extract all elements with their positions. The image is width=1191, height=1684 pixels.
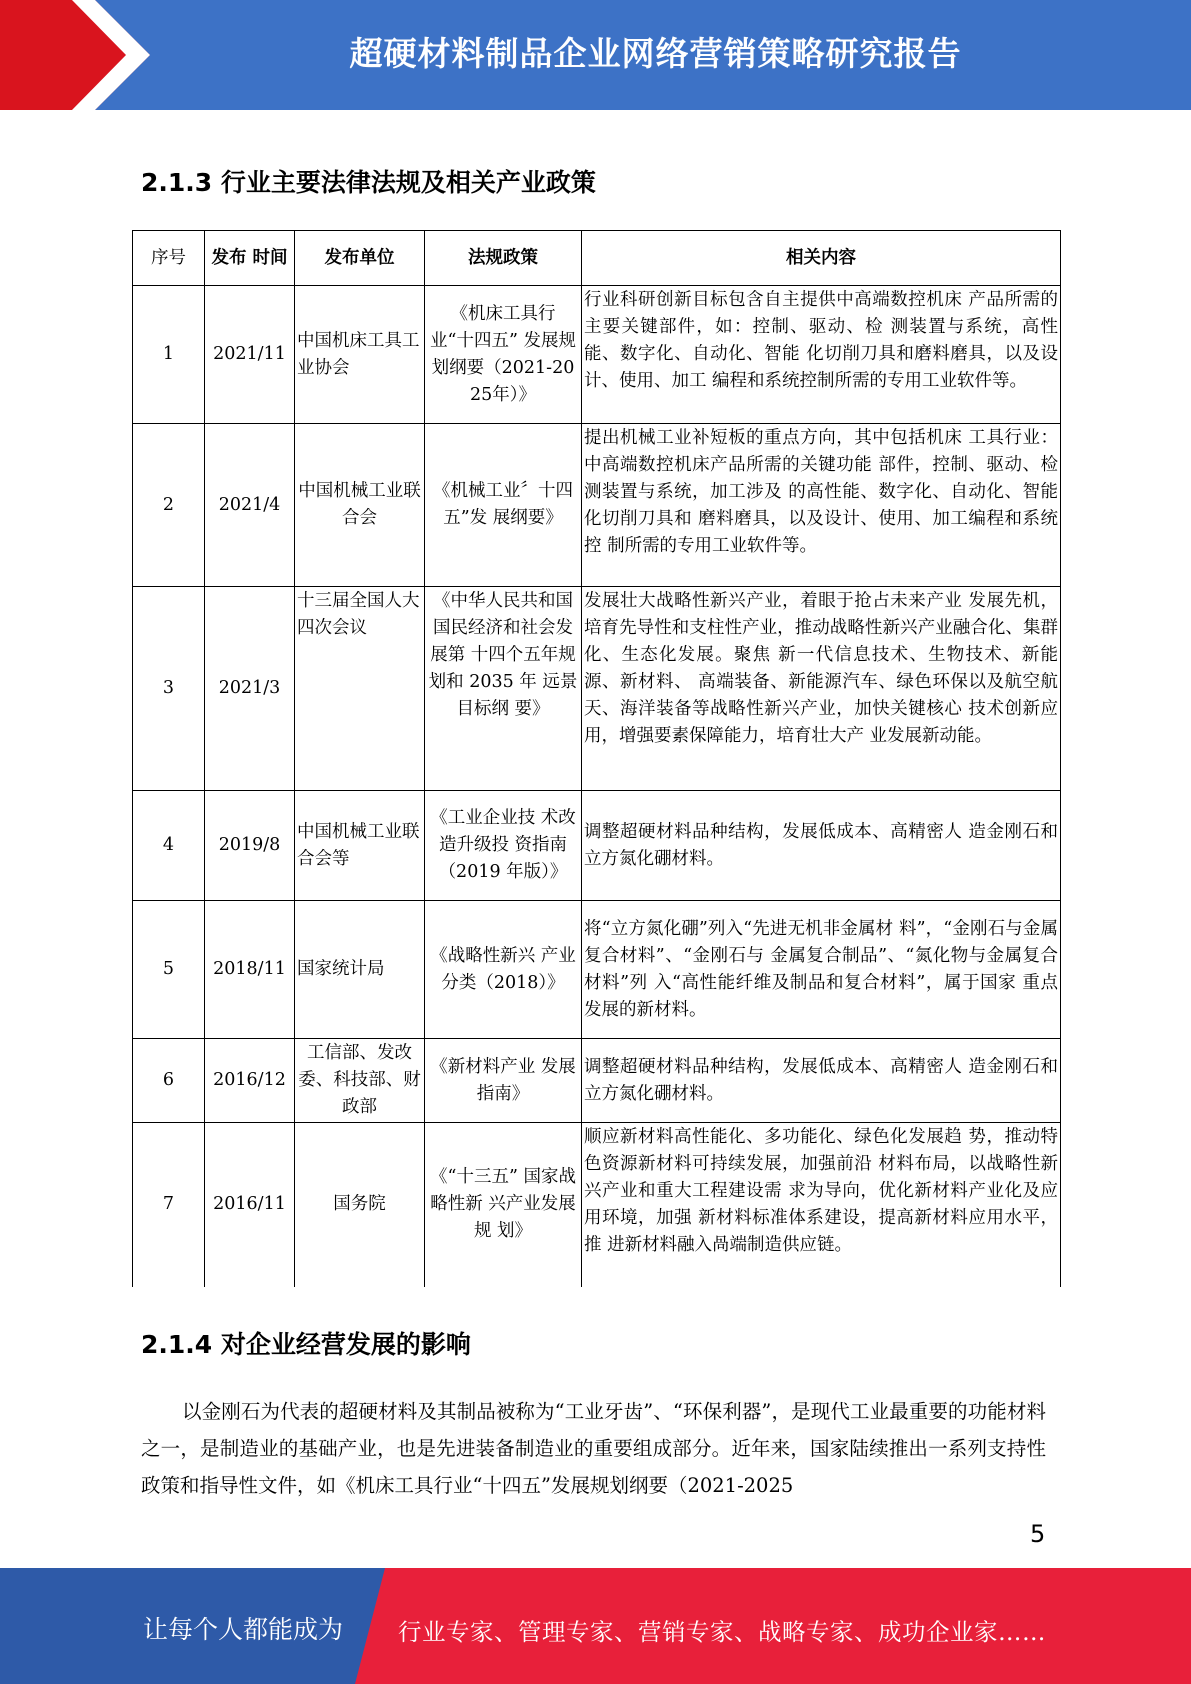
table-row [133,587,1061,791]
row-content: 发展壮大战略性新兴产业，着眼于抢占未来产业 发展先机，培育先导性和支柱性产业，推动战略性新兴产业融合化、集群化、生态化发展。聚焦 新一代信息技术、生物技术、新能源、新材料、 高端装备、新能源汽车、绿色环保以及航空航 天、海洋装备等战略性新兴产业，加快关键核心 技术创新应用，增强要素保障能力，培育壮大产 业发展新动能。 [582,587,1061,791]
row-date: 2016/12 [205,1039,295,1123]
row-unit: 工信部、发改委、科技部、财政部 [295,1039,425,1123]
row-date: 2021/11 [205,286,295,424]
header-unit: 发布单位 [295,231,425,286]
row-content: 将“立方氮化硼”列入“先进无机非金属材 料”，“金刚石与金属复合材料”、“金刚石与 金属复合制品”、“氮化物与金属复合材料”列 入“高性能纤维及制品和复合材料”，属于国家 重点发展的新材料。 [582,901,1061,1039]
row-unit: 国家统计局 [295,901,425,1039]
footer-slogan-right: 行业专家、管理专家、营销专家、战略专家、成功企业家…… [398,1618,1046,1646]
row-num: 6 [133,1039,205,1123]
row-unit: 中国机床工具工业协会 [295,286,425,424]
header-policy: 法规政策 [425,231,582,286]
row-unit: 国务院 [295,1123,425,1287]
row-date: 2018/11 [205,901,295,1039]
row-unit: 中国机械工业联合会等 [295,791,425,901]
row-num: 1 [133,286,205,424]
header-date: 发布 时间 [205,231,295,286]
row-date: 2021/3 [205,587,295,791]
section-heading-laws: 2.1.3 行业主要法律法规及相关产业政策 [141,168,596,197]
row-policy: 《机械工业〞十四五”发 展纲要》 [425,424,582,587]
page-footer [0,1568,1191,1684]
row-content: 顺应新材料高性能化、多功能化、绿色化发展趋 势，推动特色资源新材料可持续发展，加强前沿 材料布局，以战略性新兴产业和重大工程建设需 求为导向，优化新材料产业化及应用环境，加强 新材料标准体系建设，提高新材料应用水平，推 进新材料融入咼端制造供应链。 [582,1123,1061,1287]
row-unit: 十三届全国人大四次会议 [295,587,425,791]
row-policy: 《新材料产业 发展指南》 [425,1039,582,1123]
row-content: 调整超硬材料品种结构，发展低成本、高精密人 造金刚石和立方氮化硼材料。 [582,791,1061,901]
row-date: 2019/8 [205,791,295,901]
row-date: 2021/4 [205,424,295,587]
header-content: 相关内容 [582,231,1061,286]
row-date: 2016/11 [205,1123,295,1287]
row-num: 2 [133,424,205,587]
table-header-row [133,231,1061,286]
row-policy: 《“十三五” 国家战略性新 兴产业发展规 划》 [425,1123,582,1287]
table-row [133,286,1061,424]
table-row [133,1123,1061,1287]
footer-slogan-left: 让每个人都能成为 [143,1615,344,1644]
table-row [133,424,1061,587]
row-policy: 《工业企业技 术改造升级投 资指南（2019 年版）》 [425,791,582,901]
row-num: 3 [133,587,205,791]
row-num: 4 [133,791,205,901]
section-heading-impact: 2.1.4 对企业经营发展的影响 [141,1330,471,1359]
row-content: 行业科研创新目标包含自主提供中高端数控机床 产品所需的主要关键部件，如：控制、驱动、检 测装置与系统，高性能、数字化、自动化、智能 化切削刀具和磨料磨具，以及设计、使用、加工 编程和系统控制所需的专用工业软件等。 [582,286,1061,424]
row-unit: 中国机械工业联合会 [295,424,425,587]
report-title: 超硬材料制品企业网络营销策略研究报告 [349,34,962,73]
row-policy: 《中华人民共和国国民经济和社会发展第 十四个五年规 划和 2035 年 远景目标纲 要》 [425,587,582,791]
page-number: 5 [1030,1520,1046,1548]
table-row [133,1039,1061,1123]
body-paragraph: 以金刚石为代表的超硬材料及其制品被称为“工业牙齿”、“环保利器”，是现代工业最重要的功能材料之一，是制造业的基础产业，也是先进装备制造业的重要组成部分。近年来，国家陆续推出一系列支持性政策和指导性文件，如《机床工具行业“十四五”发展规划纲要（2021-2025 [141,1400,1046,1497]
policy-table [132,230,1061,1287]
row-num: 7 [133,1123,205,1287]
row-policy: 《战略性新兴 产业分类（2018）》 [425,901,582,1039]
row-content: 提出机械工业补短板的重点方向，其中包括机床 工具行业：中高端数控机床产品所需的关键功能 部件，控制、驱动、检测装置与系统，加工涉及 的高性能、数字化、自动化、智能化切削刀具和 磨料磨具，以及设计、使用、加工编程和系统控 制所需的专用工业软件等。 [582,424,1061,587]
table-row [133,791,1061,901]
row-num: 5 [133,901,205,1039]
policy-table-wrapper [132,230,1060,1287]
page-header [0,0,1191,110]
header-num: 序号 [133,231,205,286]
table-row [133,901,1061,1039]
row-content: 调整超硬材料品种结构，发展低成本、高精密人 造金刚石和立方氮化硼材料。 [582,1039,1061,1123]
row-policy: 《机床工具行 业“十四五” 发展规划纲要（2021-2025年）》 [425,286,582,424]
